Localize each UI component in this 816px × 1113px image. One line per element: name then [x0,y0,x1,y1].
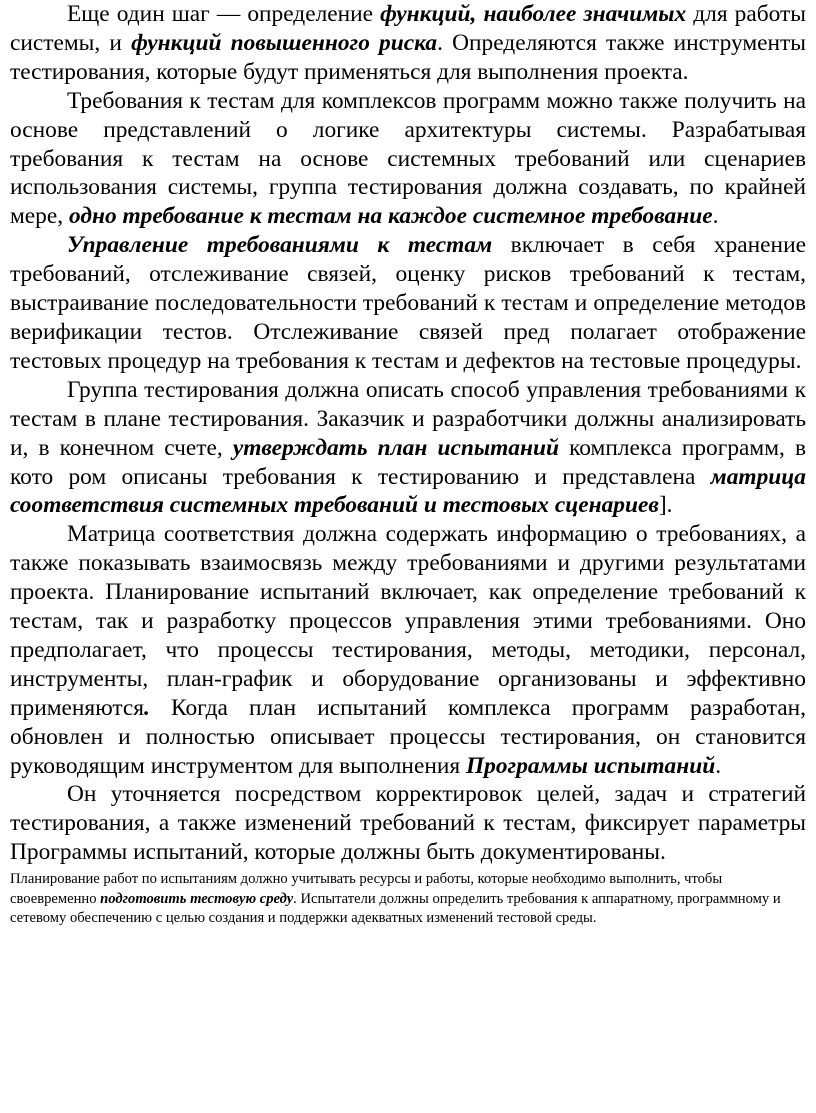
emphasis-segment: Управление требованиями к тестам [67,232,493,259]
emphasis-segment: одно требование к тестам на каждое системное требование [68,203,713,230]
text-segment: включает в себя хранение требований, отслеживание связей, оценку рисков требований к тестам, выстраивание последовательности требований к тестам и определение методов верификации тестов. Отслеживание связей пред полагает отображение тестовых процедур на требования к тестам и дефектов на тестовые процедуры. [10,232,806,374]
paragraph-test-requirements [10,87,806,232]
emphasis-segment: Программы испытаний [465,752,716,779]
emphasis-segment: матрица соответствия системных требований и тестовых сценариев [10,463,806,519]
text-segment: . Определяются также инструменты тестирования, которые будут применяться для выполнения проекта. [10,29,806,85]
text-segment: Требования к тестам для комплексов программ можно также получить на основе представлений о логике архитектуры системы. Разрабатывая требования к тестам на основе системных требований или сценариев использования системы, группа тестирования должна создавать, по крайней мере, [10,87,806,230]
text-segment: ]. [658,492,673,519]
paragraph-refinement [10,780,806,867]
text-segment: Группа тестирования должна описать способ управления требованиями к тестам в плане тестирования. Заказчик и разработчики должны анализировать и, в конечном счете, [10,376,806,461]
emphasis-segment: функций повышенного риска [131,29,438,56]
text-segment: . Испытатели должны определить требования к аппаратному, программному и сетевому обеспечению с целью создания и поддержки адекватных изменений тестовой среды. [10,890,781,927]
text-segment: Он уточняется посредством корректировок целей, задач и стратегий тестирования, а также изменений требований к тестам, фиксирует параметры Программы испытаний, которые должны быть документированы. [10,781,806,866]
text-segment: Еще один шаг — определение [67,1,381,27]
text-segment: для работы системы, и [10,1,806,56]
document-page [10,0,806,929]
text-segment: Матрица соответствия должна содержать информацию о требованиях, а также показывать взаимосвязь между требованиями и другими результатами проекта. Планирование испытаний включает, как определение требований к тестам, так и разработку процессов управления этими требованиями. Оно предполагает, что процессы тестирования, методы, методики, персонал, инструменты, план-график и оборудование организованы и эффективно применяются [10,521,806,721]
text-segment: . [715,752,722,779]
emphasis-segment: утверждать план испытаний [232,434,559,461]
emphasis-segment: функций, наиболее значимых [380,1,687,27]
text-segment: . [712,203,719,230]
text-segment: Когда план испытаний комплекса программ разработан, обновлен и полностью описывает процессы тестирования, он становится руководящим инструментом для выполнения [10,694,806,779]
text-segment: комплекса программ, в кото ром описаны требования к тестированию и представлена [10,434,806,490]
emphasis-segment: . [144,694,150,721]
paragraph-test-group [10,376,806,521]
paragraph-traceability-matrix [10,520,806,780]
paragraph-requirements-management [10,231,806,376]
paragraph-critical-functions [10,0,806,87]
emphasis-segment: подготовить тестовую среду [100,890,294,907]
footnote-test-environment [10,870,806,929]
text-segment: Планирование работ по испытаниям должно учитывать ресурсы и работы, которые необходимо выполнить, чтобы своевременно [10,871,723,907]
